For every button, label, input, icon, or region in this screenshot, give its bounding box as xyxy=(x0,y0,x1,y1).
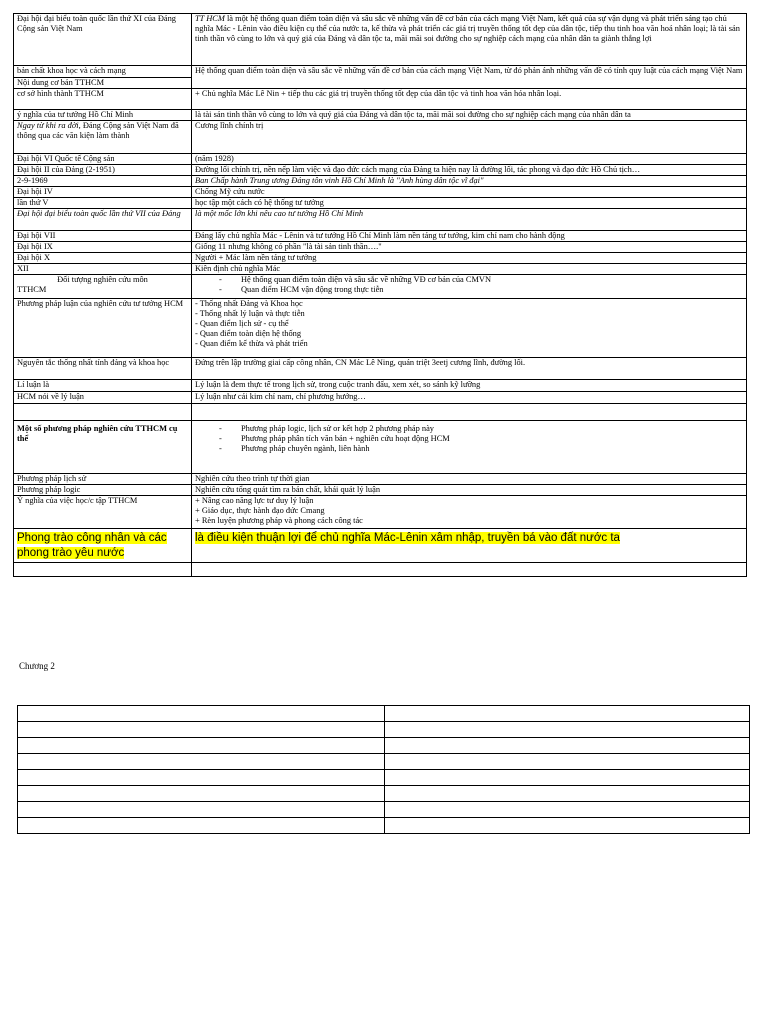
table-row xyxy=(14,187,747,198)
empty-cell xyxy=(385,802,750,818)
table-row xyxy=(14,110,747,121)
label-text: , Đảng Cộng sản Việt Nam đã thông qua các văn kiện làm thành xyxy=(17,121,179,140)
row-content: Hệ thống quan điểm toàn diện và sâu sắc về những vấn đề cơ bản của cách mạng Việt Nam, từ đó phản ánh những vấn đề có tính quy luật của cách mạng Việt Nam xyxy=(192,66,747,89)
row-content: Chống Mỹ cứu nước xyxy=(192,187,747,198)
list-item: - Quan điểm kế thừa và phát triển xyxy=(195,339,308,348)
table-row xyxy=(14,485,747,496)
object-label-line2: TTHCM xyxy=(17,285,47,294)
row-label: XII xyxy=(14,264,192,275)
row-label: Ý nghĩa của việc học/c tập TTHCM xyxy=(14,496,192,529)
list-item: - Thống nhất Đảng và Khoa học xyxy=(195,299,303,308)
row-content xyxy=(192,563,747,577)
table-row xyxy=(18,722,750,738)
table-row xyxy=(14,358,747,380)
row-content: Nghiên cứu theo trình tự thời gian xyxy=(192,474,747,485)
row-content xyxy=(192,299,747,358)
table-row xyxy=(14,474,747,485)
empty-cell xyxy=(18,706,385,722)
row-content xyxy=(192,529,747,563)
row-label: Đại hội IV xyxy=(14,187,192,198)
list-item: - Phương pháp phân tích văn bản + nghiên cứu hoạt động HCM xyxy=(219,434,743,444)
empty-cell xyxy=(385,706,750,722)
row-label xyxy=(14,529,192,563)
row-content: Nghiên cứu tổng quát tìm ra bản chất, khái quát lý luận xyxy=(192,485,747,496)
table-row xyxy=(18,754,750,770)
table-row xyxy=(18,738,750,754)
row-content xyxy=(192,496,747,529)
row-content: là một mốc lớn khi nêu cao tư tưởng Hồ Chí Minh xyxy=(192,209,747,231)
table-row xyxy=(14,154,747,165)
table-row xyxy=(14,165,747,176)
row-content: Đứng trên lập trường giai cấp công nhân, CN Mác Lê Ning, quán triệt 3eetj cương lĩnh, đường lối. xyxy=(192,358,747,380)
list-item: - Hệ thống quan điểm toàn diện và sâu sắc về những VĐ cơ bản của CMVN xyxy=(219,275,743,285)
row-content: Người + Mác làm nền tảng tư tưởng xyxy=(192,253,747,264)
table-row xyxy=(14,404,747,421)
row-label xyxy=(14,121,192,154)
row-content: Ban Chấp hành Trung ương Đảng tôn vinh Hồ Chí Minh là "Anh hùng dân tộc vĩ đại" xyxy=(192,176,747,187)
empty-cell xyxy=(385,786,750,802)
table-row xyxy=(14,380,747,392)
row-content: Cương lĩnh chính trị xyxy=(192,121,747,154)
row-label: Nội dung cơ bản TTHCM xyxy=(14,78,192,89)
tthcm-term: TT HCM xyxy=(195,14,225,23)
row-content: là tài sản tinh thần vô cùng to lớn và quý giá của Đảng và dân tộc ta, mãi mãi soi đường cho sự nghiệp cách mạng của nhân dân ta xyxy=(192,110,747,121)
row-content: Kiên định chủ nghĩa Mác xyxy=(192,264,747,275)
row-label: ý nghĩa của tư tưởng Hồ Chí Minh xyxy=(14,110,192,121)
empty-cell xyxy=(18,818,385,834)
row-label: lần thứ V xyxy=(14,198,192,209)
row-content: Đường lối chính trị, nền nếp làm việc và đạo đức cách mạng của Đảng ta hiện nay là đường lối, tác phong và đạo đức Hồ Chủ tịch… xyxy=(192,165,747,176)
row-label xyxy=(14,563,192,577)
table-row xyxy=(14,264,747,275)
table-row xyxy=(18,786,750,802)
list-item: - Quan điểm lịch sử - cụ thể xyxy=(195,319,289,328)
list-item: + Nâng cao năng lực tư duy lý luận xyxy=(195,496,314,505)
object-list xyxy=(195,275,743,295)
row-label: Một số phương pháp nghiên cứu TTHCM cụ thể xyxy=(14,421,192,474)
row-label: Đại hội đại biểu toàn quốc lần thứ VII của Đảng xyxy=(14,209,192,231)
row-label: Phương pháp lịch sử xyxy=(14,474,192,485)
table-row xyxy=(14,176,747,187)
row-label: Lí luận là xyxy=(14,380,192,392)
empty-cell xyxy=(18,722,385,738)
row-label: Đại hội X xyxy=(14,253,192,264)
chapter-label: Chương 2 xyxy=(19,661,55,671)
row-label xyxy=(14,275,192,299)
empty-cell xyxy=(385,754,750,770)
table-row xyxy=(14,89,747,110)
row-content: học tập một cách có hệ thống tư tưởng xyxy=(192,198,747,209)
empty-cell xyxy=(18,802,385,818)
row-label: Đại hội IX xyxy=(14,242,192,253)
notes-table xyxy=(13,13,747,577)
table-row xyxy=(14,121,747,154)
list-item: - Phương pháp logic, lịch sử or kết hợp 2 phương pháp này xyxy=(219,424,743,434)
list-item: - Quan điểm toàn diện hệ thống xyxy=(195,329,302,338)
empty-cell xyxy=(18,786,385,802)
row-label: Đại hội VII xyxy=(14,231,192,242)
methods-list xyxy=(195,424,743,454)
row-content: + Chủ nghĩa Mác Lê Nin + tiếp thu các giá trị truyền thống tốt đẹp của dân tộc và tinh hoa văn hóa nhân loại. xyxy=(192,89,747,110)
row-label: 2-9-1969 xyxy=(14,176,192,187)
row-label: bản chất khoa học và cách mạng xyxy=(14,66,192,78)
highlighted-text: là điều kiện thuận lợi để chủ nghĩa Mác-Lênin xâm nhập, truyền bá vào đất nước ta xyxy=(195,532,620,544)
empty-table xyxy=(17,705,750,834)
list-item: - Thống nhất lý luận và thực tiễn xyxy=(195,309,305,318)
row-content: Lý luận là đem thực tế trong lịch sử, trong cuộc tranh đấu, xem xét, so sánh kỹ lưỡng xyxy=(192,380,747,392)
row-content: Lý luận như cái kim chỉ nam, chỉ phương hướng… xyxy=(192,392,747,404)
empty-cell xyxy=(385,818,750,834)
table-row xyxy=(14,275,747,299)
table-row xyxy=(14,299,747,358)
table-row xyxy=(14,253,747,264)
table-row xyxy=(14,209,747,231)
row-label: Phương pháp luận của nghiên cứu tư tưởng HCM xyxy=(14,299,192,358)
table-row xyxy=(14,14,747,66)
table-row xyxy=(14,496,747,529)
row-label: Đại hội VI Quốc tế Cộng sản xyxy=(14,154,192,165)
table-row xyxy=(14,563,747,577)
table-row xyxy=(18,818,750,834)
empty-cell xyxy=(18,754,385,770)
empty-cell xyxy=(18,738,385,754)
table-row xyxy=(14,421,747,474)
empty-cell xyxy=(18,770,385,786)
table-row xyxy=(14,392,747,404)
row-content: Giống 11 nhưng không có phần "là tài sản tinh thần…." xyxy=(192,242,747,253)
table-row xyxy=(14,529,747,563)
row-label: Phương pháp logic xyxy=(14,485,192,496)
row-label: Đại hội II của Đảng (2-1951) xyxy=(14,165,192,176)
object-label-line1: Đối tượng nghiên cứu môn xyxy=(57,275,148,284)
row-content xyxy=(192,421,747,474)
row-content xyxy=(192,275,747,299)
label-emphasis: Ngay từ khi ra đời xyxy=(17,121,79,130)
row-content xyxy=(192,14,747,66)
empty-cell xyxy=(385,738,750,754)
table-row xyxy=(18,706,750,722)
table-row xyxy=(18,770,750,786)
list-item: - Quan điểm HCM vận động trong thực tiễn xyxy=(219,285,743,295)
row-label: Nguyên tắc thống nhất tính đảng và khoa học xyxy=(14,358,192,380)
row-label: HCM nói về lý luận xyxy=(14,392,192,404)
table-row xyxy=(14,242,747,253)
tthcm-definition: là một hệ thống quan điểm toàn diện và sâu sắc về những vấn đề cơ bản của cách mạng Việt Nam, kết quả của sự vận dụng và phát triển sáng tạo chủ nghĩa Mác - Lênin vào điều kiện cụ thể của nước ta, kế thừa và phát triển các giá trị truyền thống tốt đẹp của dân tộc, tiếp thu tinh hoa văn hoá nhân loại; là tài sản tinh thần vô cùng to lớn và quý giá của Đảng và dân tộc ta, mãi mãi soi đường cho sự nghiệp cách mạng của nhân dân ta giành thắng lợi xyxy=(195,14,740,43)
empty-cell xyxy=(385,722,750,738)
row-label: cơ sở hình thành TTHCM xyxy=(14,89,192,110)
highlighted-text: Phong trào công nhân và các phong trào yêu nước xyxy=(17,532,167,559)
empty-cell xyxy=(385,770,750,786)
row-content: Đảng lấy chủ nghĩa Mác - Lênin và tư tưởng Hồ Chí Minh làm nền tảng tư tưởng, kim chỉ nam cho hành động xyxy=(192,231,747,242)
row-label xyxy=(14,404,192,421)
table-row xyxy=(14,231,747,242)
row-label: Đại hội đại biểu toàn quốc lần thứ XI của Đảng Cộng sản Việt Nam xyxy=(14,14,192,66)
list-item: + Rèn luyện phương pháp và phong cách công tác xyxy=(195,516,363,525)
row-content: (năm 1928) xyxy=(192,154,747,165)
list-item: - Phương pháp chuyên ngành, liên hành xyxy=(219,444,743,454)
table-row xyxy=(14,66,747,78)
table-row xyxy=(18,802,750,818)
list-item: + Giáo dục, thực hành đạo đức Cmang xyxy=(195,506,325,515)
row-content xyxy=(192,404,747,421)
table-row xyxy=(14,198,747,209)
